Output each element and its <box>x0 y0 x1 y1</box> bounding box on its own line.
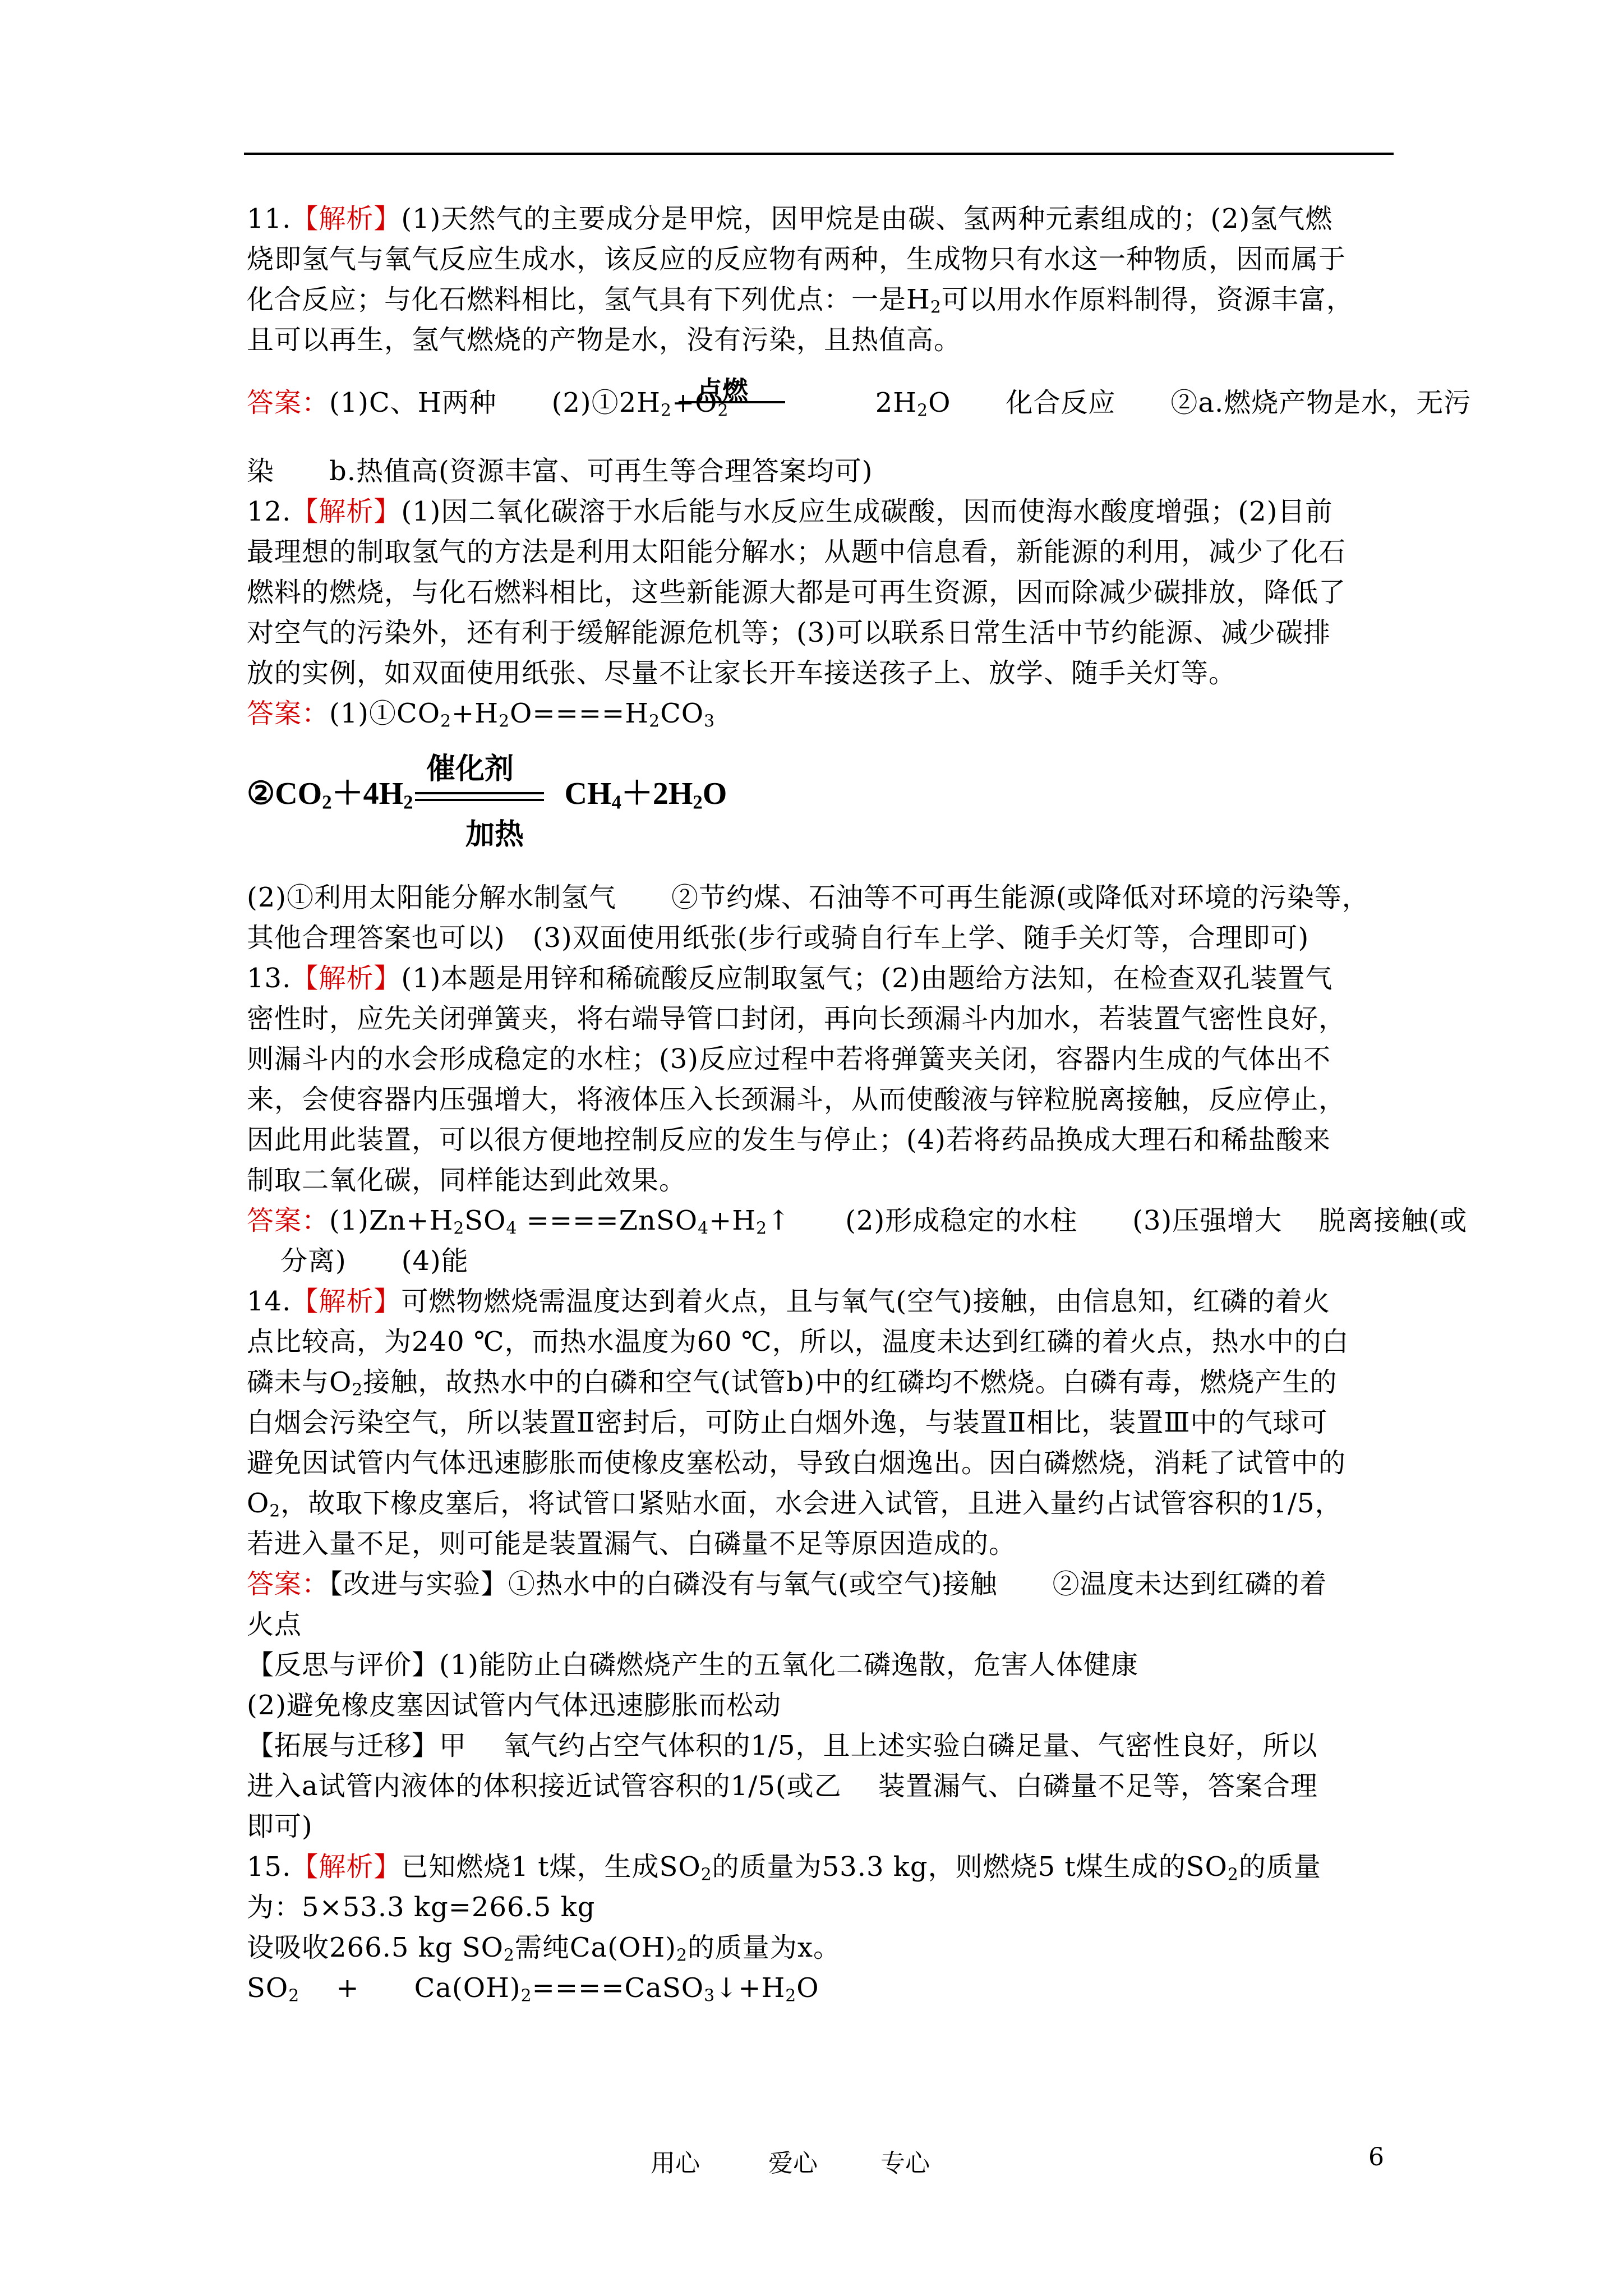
q14-answer-line-2: 火点 <box>247 1609 302 1640</box>
q14-answer-line-5: 【拓展与迁移】甲 氧气约占空气体积的1/5，且上述实验白磷足量、气密性良好，所以 <box>247 1730 1318 1761</box>
equation-line-top <box>415 792 544 794</box>
q14-line-1: 14.【解析】可燃物燃烧需温度达到着火点，且与氧气(空气)接触，由信息知，红磷的着火 <box>247 1286 1330 1317</box>
q15-line-1: 15.【解析】已知燃烧1 t煤，生成$SO_2$的质量为53.3 kg，则燃烧5 t煤生成的$SO_2$的质量 <box>247 1851 1321 1885</box>
q12-line-1: 12.【解析】(1)因二氧化碳溶于水后能与水反应生成碳酸，因而使海水酸度增强；(2)目前 <box>247 496 1333 527</box>
q15-line-3: 设吸收266.5 kg $SO_2$需纯$Ca(OH)_2$的质量为x。 <box>247 1932 841 1966</box>
q12-line-4: 对空气的污染外，还有利于缓解能源危机等；(3)可以联系日常生活中节约能源、减少碳排 <box>247 617 1331 648</box>
q15-line-2: 为：5×53.3 kg=266.5 kg <box>247 1892 596 1923</box>
q14-line-5: 避免因试管内气体迅速膨胀而使橡皮塞松动，导致白烟逸出。因白磷燃烧，消耗了试管中的 <box>247 1447 1347 1479</box>
q13-line-1: 13.【解析】(1)本题是用锌和稀硫酸反应制取氢气；(2)由题给方法知，在检查双孔装置气 <box>247 963 1333 994</box>
equation-condition-bottom: 加热 <box>465 817 524 852</box>
footer-text-3: 专心 <box>880 2149 930 2178</box>
q13-answer-line-1: 答案：$(1)Zn+H_2SO_4$ $====ZnSO_4+H_2↑$ (2)形成稳定的水柱 (3)压强增大 脱离接触(或 <box>247 1205 1468 1239</box>
q13-answer-line-2: 分离) (4)能 <box>280 1245 469 1277</box>
q12-answer-line-2: (2)①利用太阳能分解水制氢气 ②节约煤、石油等不可再生能源(或降低对环境的污染等， <box>247 882 1370 913</box>
q11-answer-line-1: 答案：(1)C、H两种 $(2)①2H_2+O_2$ $2H_2O$ 化合反应 ②a.燃烧产物是水，无污 <box>247 387 1472 421</box>
header-rule <box>244 153 1394 155</box>
q12-line-2: 最理想的制取氢气的方法是利用太阳能分解水；从题中信息看，新能源的利用，减少了化石 <box>247 536 1347 568</box>
q11-answer-line-2: 染 b.热值高(资源丰富、可再生等合理答案均可) <box>247 455 873 487</box>
q14-answer-line-6: 进入a试管内液体的体积接近试管容积的1/5(或乙 装置漏气、白磷量不足等，答案合理 <box>247 1770 1318 1802</box>
q13-line-3: 则漏斗内的水会形成稳定的水柱；(3)反应过程中若将弹簧夹关闭，容器内生成的气体出不 <box>247 1043 1331 1075</box>
q14-answer-line-4: (2)避免橡皮塞因试管内气体迅速膨胀而松动 <box>247 1690 781 1721</box>
q12-line-3: 燃料的燃烧，与化石燃料相比，这些新能源大都是可再生资源，因而除减少碳排放，降低了 <box>247 577 1347 608</box>
q11-line-1: 11.【解析】(1)天然气的主要成分是甲烷，因甲烷是由碳、氢两种元素组成的；(2)氢气燃 <box>247 203 1333 234</box>
q13-line-5: 因此用此装置，可以很方便地控制反应的发生与停止；(4)若将药品换成大理石和稀盐酸来 <box>247 1124 1331 1156</box>
reaction-arrow-line <box>679 401 785 403</box>
footer-text-2: 爱心 <box>768 2149 818 2178</box>
q14-line-3: 磷未与$O_2$接触，故热水中的白磷和空气(试管b)中的红磷均不燃烧。白磷有毒，燃烧产生的 <box>247 1366 1338 1400</box>
q14-line-7: 若进入量不足，则可能是装置漏气、白磷量不足等原因造成的。 <box>247 1528 1017 1559</box>
q12-answer-line-3: 其他合理答案也可以) (3)双面使用纸张(步行或骑自行车上学、随手关灯等，合理即可) <box>247 922 1310 954</box>
q14-line-2: 点比较高，为240 ℃，而热水温度为60 ℃，所以，温度未达到红磷的着火点，热水中的白 <box>247 1326 1349 1358</box>
ignite-condition: 点燃 <box>697 375 748 406</box>
q13-line-2: 密性时，应先关闭弹簧夹，将右端导管口封闭，再向长颈漏斗内加水，若装置气密性良好， <box>247 1003 1347 1034</box>
q13-line-6: 制取二氧化碳，同样能达到此效果。 <box>247 1165 687 1196</box>
q11-line-2: 烧即氢气与氧气反应生成水，该反应的反应物有两种，生成物只有水这一种物质，因而属于 <box>247 243 1347 275</box>
q14-line-4: 白烟会污染空气，所以装置Ⅱ密封后，可防止白烟外逸，与装置Ⅱ相比，装置Ⅲ中的气球可 <box>247 1407 1328 1438</box>
footer-text-1: 用心 <box>651 2149 700 2178</box>
q14-answer-line-3: 【反思与评价】(1)能防止白磷燃烧产生的五氧化二磷逸散，危害人体健康 <box>247 1649 1138 1681</box>
q11-line-4: 且可以再生，氢气燃烧的产物是水，没有污染，且热值高。 <box>247 324 962 356</box>
q14-line-6: $O_2$，故取下橡皮塞后，将试管口紧贴水面，水会进入试管，且进入量约占试管容积的1/5， <box>247 1488 1343 1521</box>
page-number: 6 <box>1368 2143 1384 2171</box>
q14-answer-line-7: 即可) <box>247 1811 313 1842</box>
q13-line-4: 来，会使容器内压强增大，将液体压入长颈漏斗，从而使酸液与锌粒脱离接触，反应停止， <box>247 1084 1347 1115</box>
equation-2: $②CO_2+4H_2$ $CH_4+2H_2O$ <box>247 776 727 813</box>
q12-line-5: 放的实例，如双面使用纸张、尽量不让家长开车接送孩子上、放学、随手关灯等。 <box>247 657 1237 689</box>
equation-line-bottom <box>415 799 544 801</box>
q14-answer-line-1: 答案：【改进与实验】①热水中的白磷没有与氧气(或空气)接触 ②温度未达到红磷的着 <box>247 1568 1327 1600</box>
q11-line-3: 化合反应；与化石燃料相比，氢气具有下列优点：一是$H_2$可以用水作原料制得，资源丰富， <box>247 284 1354 318</box>
equation-condition-top: 催化剂 <box>426 752 514 786</box>
q12-answer-line-1: 答案：$(1)①CO_2+H_2O====H_2CO_3$ <box>247 698 716 731</box>
q15-equation: $SO_2$ + $Ca(OH)_2====CaSO_3↓+H_2O$ <box>247 1972 819 2006</box>
